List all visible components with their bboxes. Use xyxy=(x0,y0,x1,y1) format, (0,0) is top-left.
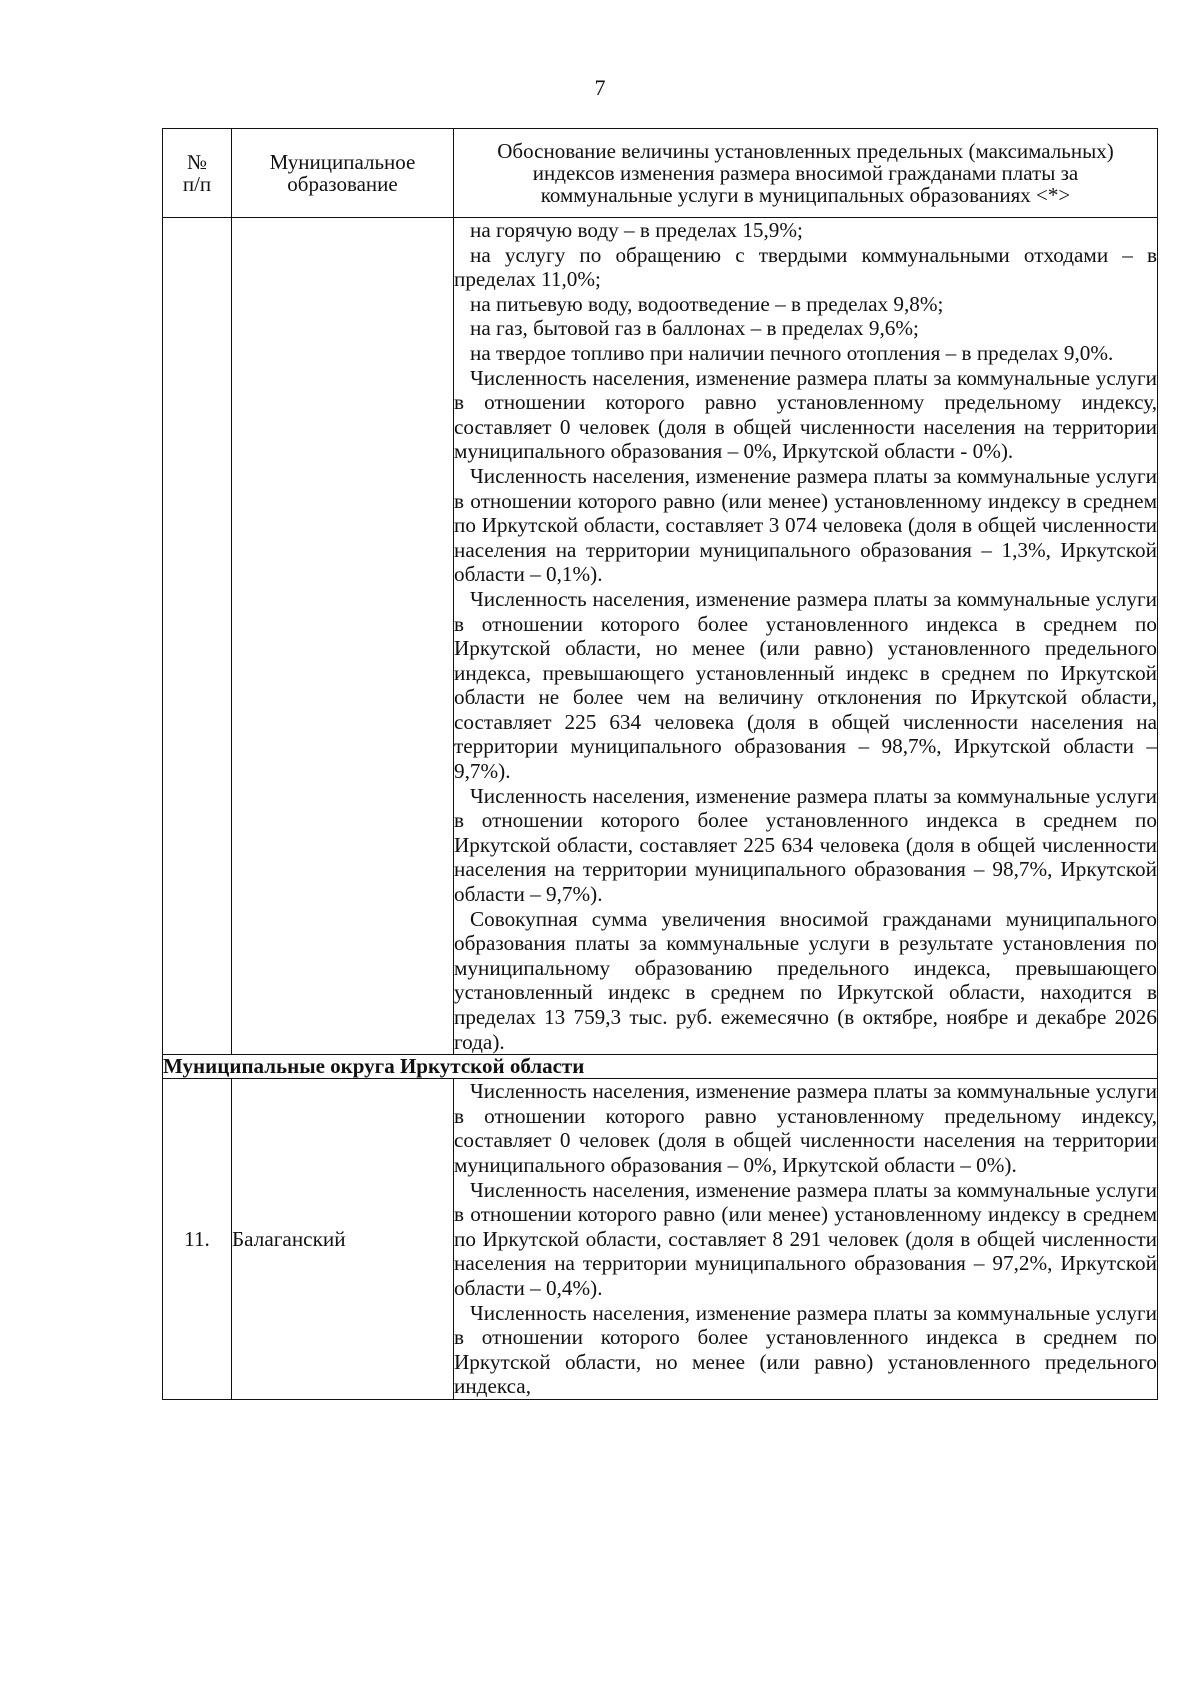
justification-paragraph: на услугу по обращению с твердыми коммунальными отходами – в пределах 11,0%; xyxy=(454,242,1157,292)
cell-municipality xyxy=(232,218,454,1055)
justification-paragraph: Численность населения, изменение размера платы за коммунальные услуги в отношении которого равно (или менее) установленному индексу в среднем по Иркутской области, составляет 8 291 человек (доля в общей численности населения на территории муниципального образования – 97,2%, Иркутской области – 0,4%). xyxy=(454,1177,1157,1300)
justification-paragraph: Численность населения, изменение размера платы за коммунальные услуги в отношении которого равно установленному предельному индексу, составляет 0 человек (доля в общей численности населения на территории муниципального образования – 0%, Иркутской области - 0%). xyxy=(454,365,1157,464)
cell-justification xyxy=(454,1079,1158,1400)
justification-paragraph: Численность населения, изменение размера платы за коммунальные услуги в отношении которого более установленного индекса в среднем по Иркутской области, но менее (или равно) установленного предельного индекса, превышающего установленный индекс в среднем по Иркутской области не более чем на величину отклонения по Иркутской области, составляет 225 634 человека (доля в общей численности населения на территории муниципального образования – 98,7%, Иркутской области – 9,7%). xyxy=(454,586,1157,784)
section-row xyxy=(163,1055,1158,1079)
page-number: 7 xyxy=(594,75,606,100)
section-title: Муниципальные округа Иркутской области xyxy=(163,1055,1158,1079)
justification-paragraph: Численность населения, изменение размера платы за коммунальные услуги в отношении которого равно установленному предельному индексу, составляет 0 человек (доля в общей численности населения на территории муниципального образования – 0%, Иркутской области – 0%). xyxy=(454,1079,1157,1177)
header-number: № п/п xyxy=(163,129,232,218)
cell-number xyxy=(163,218,232,1055)
table-header-row xyxy=(163,129,1158,218)
justification-paragraph: на газ, бытовой газ в баллонах – в пределах 9,6%; xyxy=(470,316,919,341)
justification-paragraph: Совокупная сумма увеличения вносимой гражданами муниципального образования платы за коммунальные услуги в результате установления по муниципальному образованию предельного индекса, превышающего установленный индекс в среднем по Иркутской области, находится в пределах 13 759,3 тыс. руб. ежемесячно (в октябре, ноябре и декабре 2026 года). xyxy=(454,906,1157,1054)
justification-paragraph: Численность населения, изменение размера платы за коммунальные услуги в отношении которого более установленного индекса в среднем по Иркутской области, но менее (или равно) установленного предельного индекса, xyxy=(454,1300,1157,1399)
header-municipality: Муниципальное образование xyxy=(232,129,454,218)
table-row-11 xyxy=(163,1079,1158,1400)
table-row-continuation xyxy=(163,218,1158,1055)
justification-paragraph: на твердое топливо при наличии печного отопления – в пределах 9,0%. xyxy=(470,340,1114,365)
justification-paragraph: на питьевую воду, водоотведение – в пределах 9,8%; xyxy=(470,291,944,316)
justification-paragraph: на горячую воду – в пределах 15,9%; xyxy=(470,218,803,242)
cell-number: 11. xyxy=(163,1079,232,1400)
header-justification: Обоснование величины установленных предельных (максимальных) индексов изменения размера вносимой гражданами платы за коммунальные услуги в муниципальных образованиях <*> xyxy=(454,129,1158,218)
justification-paragraph: Численность населения, изменение размера платы за коммунальные услуги в отношении которого более установленного индекса в среднем по Иркутской области, составляет 225 634 человека (доля в общей численности населения на территории муниципального образования – 98,7%, Иркутской области – 9,7%). xyxy=(454,783,1157,907)
justification-table xyxy=(162,128,1158,1400)
justification-paragraph: Численность населения, изменение размера платы за коммунальные услуги в отношении которого равно (или менее) установленному индексу в среднем по Иркутской области, составляет 3 074 человека (доля в общей численности населения на территории муниципального образования – 1,3%, Иркутской области – 0,1%). xyxy=(454,463,1157,587)
cell-justification xyxy=(454,218,1158,1055)
cell-municipality: Балаганский xyxy=(232,1079,454,1400)
